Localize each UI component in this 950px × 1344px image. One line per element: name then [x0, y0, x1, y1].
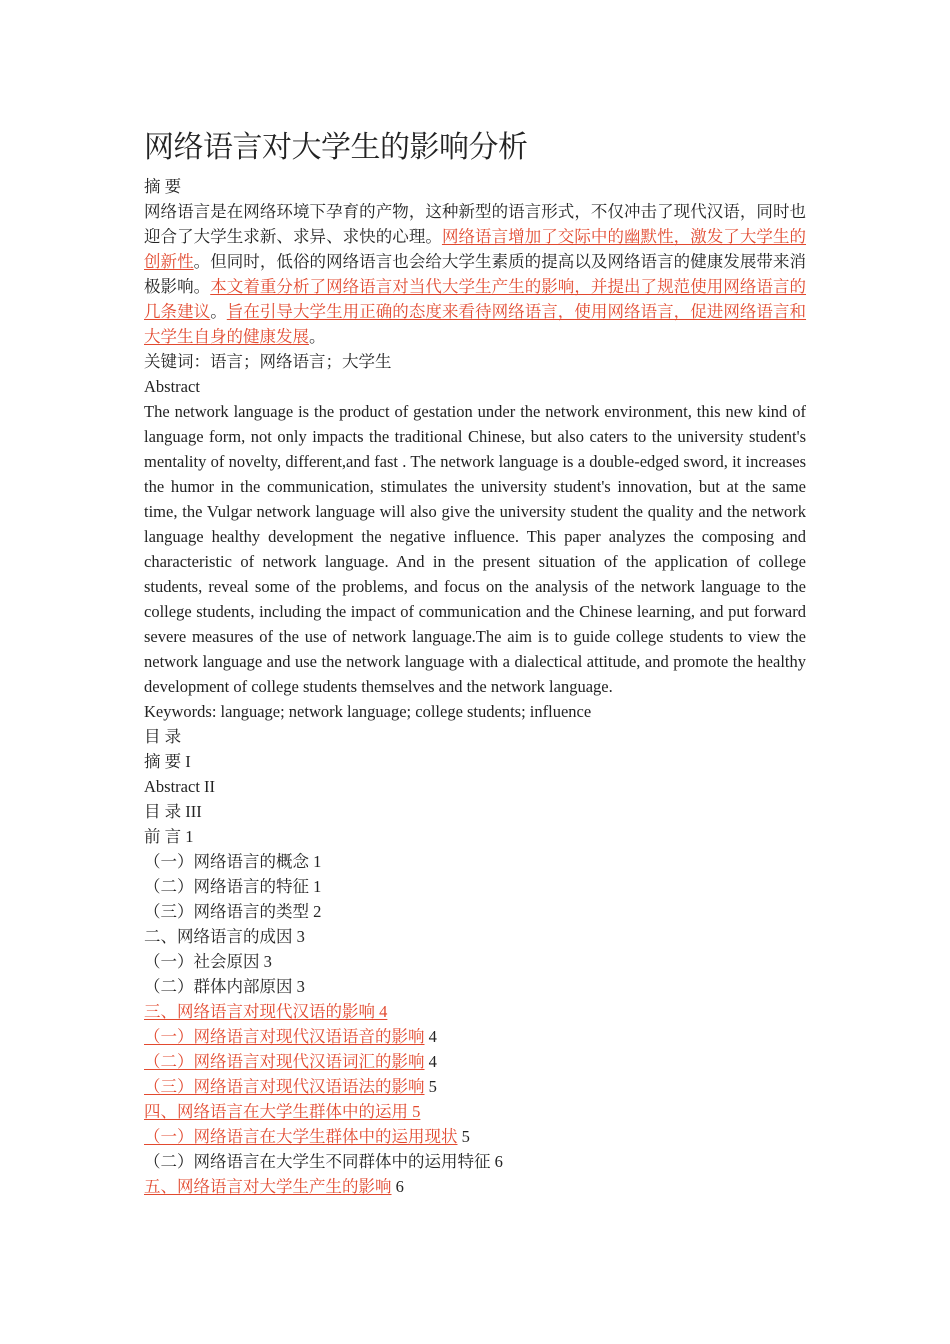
toc-item-link[interactable]: （二）网络语言对现代汉语词汇的影响 — [144, 1052, 425, 1071]
toc-item[interactable] — [144, 1099, 806, 1124]
toc-item-page: 5 — [424, 1077, 437, 1096]
abstract-cn-link-2[interactable]: 本文着重分析了网络语言对当代大学生产生的影响，并提出了规范使用网络语言的几条建议 — [144, 277, 807, 321]
toc-item-text: （二）网络语言在大学生不同群体中的运用特征 6 — [144, 1152, 503, 1171]
toc-item-link[interactable]: （一）网络语言对现代汉语语音的影响 — [144, 1027, 425, 1046]
abstract-cn-text-4: 。 — [309, 327, 326, 346]
toc-item-page: 5 — [457, 1127, 470, 1146]
toc-item-text: 目 录 III — [144, 802, 202, 821]
toc-item-text: 摘 要 I — [144, 752, 191, 771]
toc-item-text: （二）群体内部原因 3 — [144, 977, 305, 996]
abstract-cn-link-3[interactable]: 旨在引导大学生用正确的态度来看待网络语言，使用网络语言，促进网络语言和大学生自身的健康发展 — [144, 302, 807, 346]
toc-item-text: （一）网络语言的概念 1 — [144, 852, 322, 871]
toc-item — [144, 774, 806, 799]
toc-item[interactable] — [144, 1174, 806, 1199]
toc-item-text: （一）社会原因 3 — [144, 952, 272, 971]
toc-item[interactable] — [144, 999, 806, 1024]
toc-item[interactable] — [144, 1074, 806, 1099]
toc-item[interactable] — [144, 1124, 806, 1149]
toc-item-link[interactable]: （一）网络语言在大学生群体中的运用现状 — [144, 1127, 458, 1146]
toc-item — [144, 849, 806, 874]
toc-heading: 目 录 — [144, 727, 182, 746]
abstract-cn-link-1[interactable]: 网络语言增加了交际中的幽默性，激发了大学生的创新性 — [144, 227, 807, 271]
toc-item-text: Abstract II — [144, 777, 216, 796]
toc-item[interactable] — [144, 1049, 806, 1074]
abstract-cn-text-2: 。但同时，低俗的网络语言也会给大学生素质的提高以及网络语言的健康发展带来消极影响。 — [144, 252, 807, 296]
toc-item-link[interactable]: （三）网络语言对现代汉语语法的影响 — [144, 1077, 425, 1096]
toc-item-page: 4 — [424, 1027, 437, 1046]
toc-list — [144, 749, 806, 1199]
toc-item[interactable] — [144, 1024, 806, 1049]
toc-item — [144, 824, 806, 849]
toc-item-link[interactable]: 五、网络语言对大学生产生的影响 — [144, 1177, 392, 1196]
toc-item — [144, 924, 806, 949]
keywords-cn: 关键词：语言；网络语言；大学生 — [144, 352, 392, 371]
toc-item-page: 4 — [424, 1052, 437, 1071]
keywords-en: Keywords: language; network language; college students; influence — [144, 702, 592, 721]
toc-item — [144, 899, 806, 924]
toc-item — [144, 949, 806, 974]
abstract-cn-text-3: 。 — [210, 302, 227, 321]
abstract-cn-heading: 摘 要 — [144, 177, 182, 196]
toc-item — [144, 874, 806, 899]
document-content — [144, 128, 806, 1199]
toc-item-link[interactable]: 三、网络语言对现代汉语的影响 4 — [144, 1002, 388, 1021]
toc-item-text: 前 言 1 — [144, 827, 194, 846]
toc-item — [144, 974, 806, 999]
abstract-cn-body — [144, 199, 806, 349]
toc-item-page: 6 — [391, 1177, 404, 1196]
document-title: 网络语言对大学生的影响分析 — [144, 130, 528, 165]
toc-item — [144, 1149, 806, 1174]
abstract-en-body: The network language is the product of gestation under the network environment, this new kind of language form, not only impacts the traditional Chinese, but also caters to the university student's mentality of novelty, different,and fast . The network language is a double-edged sword, it increases the humor in the communication, stimulates the university student's innovation, but at the same time, the Vulgar network language will also give the university student the quality and the network language healthy development the negative influence. This paper analyzes the composing and characteristic of network language. And in the present situation of the application of college students, reveal some of the problems, and focus on the analysis of the network language to the college students, including the impact of communication and the Chinese learning, and put forward severe measures of the use of network language.The aim is to guide college students to view the network language and use the network language with a dialectical attitude, and promote the healthy development of college students themselves and the network language. — [144, 402, 806, 696]
toc-item-text: 二、网络语言的成因 3 — [144, 927, 305, 946]
toc-item-text: （三）网络语言的类型 2 — [144, 902, 322, 921]
toc-item-link[interactable]: 四、网络语言在大学生群体中的运用 5 — [144, 1102, 421, 1121]
toc-item — [144, 749, 806, 774]
abstract-en-heading: Abstract — [144, 377, 200, 396]
toc-item-text: （二）网络语言的特征 1 — [144, 877, 322, 896]
toc-item — [144, 799, 806, 824]
abstract-cn-text-1: 网络语言是在网络环境下孕育的产物，这种新型的语言形式，不仅冲击了现代汉语，同时也迎合了大学生求新、求异、求快的心理。 — [144, 202, 806, 246]
